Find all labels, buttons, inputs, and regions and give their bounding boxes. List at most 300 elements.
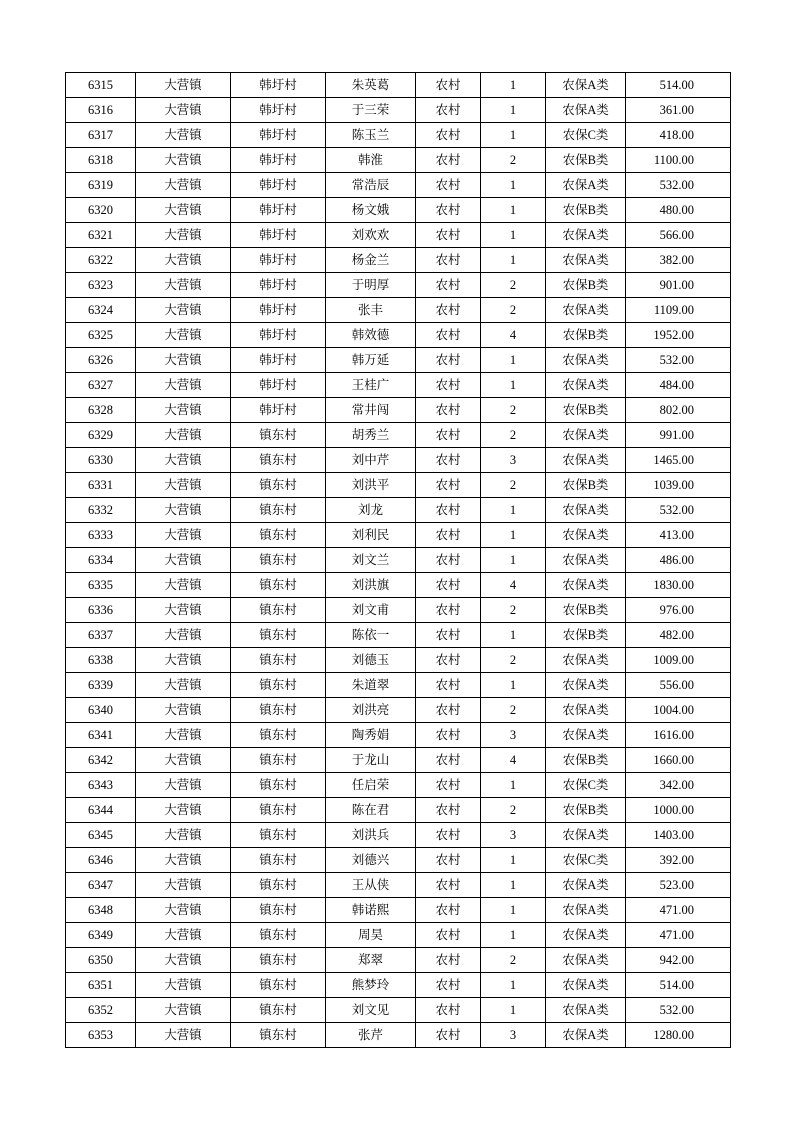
table-row [66,398,731,423]
table-row [66,723,731,748]
cell-name: 杨金兰 [326,248,416,273]
cell-count: 1 [481,348,546,373]
cell-category: 农保B类 [546,798,626,823]
cell-residence: 农村 [416,1023,481,1048]
cell-amount: 471.00 [626,898,731,923]
cell-seq: 6339 [66,673,136,698]
cell-town: 大营镇 [136,973,231,998]
cell-village: 镇东村 [231,998,326,1023]
cell-seq: 6345 [66,823,136,848]
cell-count: 4 [481,323,546,348]
cell-seq: 6320 [66,198,136,223]
cell-village: 镇东村 [231,1023,326,1048]
cell-village: 镇东村 [231,573,326,598]
cell-count: 1 [481,973,546,998]
cell-seq: 6319 [66,173,136,198]
cell-category: 农保A类 [546,248,626,273]
cell-name: 刘利民 [326,523,416,548]
cell-seq: 6346 [66,848,136,873]
table-row [66,523,731,548]
cell-residence: 农村 [416,123,481,148]
cell-name: 刘欢欢 [326,223,416,248]
cell-category: 农保B类 [546,398,626,423]
cell-town: 大营镇 [136,848,231,873]
cell-count: 1 [481,548,546,573]
cell-name: 刘洪旗 [326,573,416,598]
cell-category: 农保A类 [546,923,626,948]
cell-name: 周昊 [326,923,416,948]
cell-amount: 566.00 [626,223,731,248]
cell-village: 镇东村 [231,848,326,873]
cell-village: 韩圩村 [231,123,326,148]
cell-name: 陶秀娟 [326,723,416,748]
cell-seq: 6350 [66,948,136,973]
cell-village: 韩圩村 [231,98,326,123]
cell-category: 农保B类 [546,323,626,348]
cell-town: 大营镇 [136,423,231,448]
cell-seq: 6340 [66,698,136,723]
table-row [66,998,731,1023]
cell-count: 2 [481,648,546,673]
cell-name: 陈依一 [326,623,416,648]
cell-residence: 农村 [416,923,481,948]
cell-amount: 413.00 [626,523,731,548]
cell-residence: 农村 [416,548,481,573]
cell-name: 刘德玉 [326,648,416,673]
cell-amount: 1004.00 [626,698,731,723]
cell-town: 大营镇 [136,373,231,398]
cell-category: 农保C类 [546,123,626,148]
cell-name: 刘洪平 [326,473,416,498]
table-row [66,948,731,973]
cell-count: 1 [481,98,546,123]
cell-amount: 523.00 [626,873,731,898]
cell-residence: 农村 [416,998,481,1023]
table-row [66,198,731,223]
cell-amount: 486.00 [626,548,731,573]
table-row [66,248,731,273]
table-row [66,448,731,473]
table-row [66,148,731,173]
cell-seq: 6330 [66,448,136,473]
cell-count: 1 [481,998,546,1023]
cell-name: 于龙山 [326,748,416,773]
cell-amount: 1039.00 [626,473,731,498]
cell-residence: 农村 [416,273,481,298]
cell-category: 农保A类 [546,573,626,598]
cell-village: 镇东村 [231,748,326,773]
cell-village: 韩圩村 [231,223,326,248]
cell-category: 农保B类 [546,748,626,773]
table-row [66,673,731,698]
cell-town: 大营镇 [136,648,231,673]
cell-amount: 482.00 [626,623,731,648]
cell-residence: 农村 [416,248,481,273]
cell-town: 大营镇 [136,573,231,598]
cell-count: 1 [481,223,546,248]
cell-residence: 农村 [416,398,481,423]
cell-seq: 6322 [66,248,136,273]
cell-name: 刘文兰 [326,548,416,573]
cell-category: 农保A类 [546,548,626,573]
cell-residence: 农村 [416,623,481,648]
cell-category: 农保A类 [546,523,626,548]
cell-category: 农保A类 [546,98,626,123]
cell-category: 农保B类 [546,273,626,298]
cell-town: 大营镇 [136,323,231,348]
cell-seq: 6347 [66,873,136,898]
cell-amount: 901.00 [626,273,731,298]
cell-seq: 6317 [66,123,136,148]
cell-count: 1 [481,498,546,523]
cell-town: 大营镇 [136,498,231,523]
table-row [66,123,731,148]
cell-category: 农保B类 [546,148,626,173]
cell-village: 镇东村 [231,623,326,648]
cell-seq: 6315 [66,73,136,98]
cell-seq: 6334 [66,548,136,573]
cell-seq: 6331 [66,473,136,498]
cell-name: 胡秀兰 [326,423,416,448]
cell-count: 3 [481,723,546,748]
cell-town: 大营镇 [136,698,231,723]
cell-village: 镇东村 [231,723,326,748]
cell-category: 农保A类 [546,498,626,523]
cell-town: 大营镇 [136,248,231,273]
cell-village: 韩圩村 [231,398,326,423]
cell-count: 1 [481,248,546,273]
cell-count: 1 [481,623,546,648]
cell-seq: 6349 [66,923,136,948]
cell-count: 2 [481,598,546,623]
cell-name: 陈玉兰 [326,123,416,148]
cell-amount: 1000.00 [626,798,731,823]
cell-seq: 6321 [66,223,136,248]
cell-name: 郑翠 [326,948,416,973]
cell-town: 大营镇 [136,623,231,648]
cell-name: 常浩辰 [326,173,416,198]
cell-amount: 991.00 [626,423,731,448]
cell-residence: 农村 [416,73,481,98]
cell-village: 韩圩村 [231,373,326,398]
cell-residence: 农村 [416,748,481,773]
cell-seq: 6328 [66,398,136,423]
cell-seq: 6332 [66,498,136,523]
cell-amount: 1830.00 [626,573,731,598]
cell-town: 大营镇 [136,148,231,173]
cell-town: 大营镇 [136,198,231,223]
cell-residence: 农村 [416,473,481,498]
table-row [66,548,731,573]
table-row [66,273,731,298]
cell-seq: 6348 [66,898,136,923]
cell-village: 镇东村 [231,598,326,623]
cell-count: 2 [481,698,546,723]
cell-residence: 农村 [416,323,481,348]
table-row [66,698,731,723]
cell-town: 大营镇 [136,598,231,623]
cell-seq: 6327 [66,373,136,398]
cell-town: 大营镇 [136,473,231,498]
cell-category: 农保B类 [546,598,626,623]
cell-count: 1 [481,198,546,223]
cell-name: 任启荣 [326,773,416,798]
cell-category: 农保A类 [546,673,626,698]
cell-village: 韩圩村 [231,173,326,198]
cell-category: 农保A类 [546,873,626,898]
cell-residence: 农村 [416,98,481,123]
table-row [66,498,731,523]
cell-category: 农保B类 [546,198,626,223]
cell-amount: 802.00 [626,398,731,423]
cell-amount: 1660.00 [626,748,731,773]
table-row [66,923,731,948]
table-row [66,823,731,848]
cell-category: 农保A类 [546,648,626,673]
cell-village: 镇东村 [231,523,326,548]
table-row [66,648,731,673]
cell-residence: 农村 [416,448,481,473]
cell-amount: 471.00 [626,923,731,948]
cell-residence: 农村 [416,373,481,398]
cell-seq: 6337 [66,623,136,648]
cell-amount: 532.00 [626,173,731,198]
cell-seq: 6333 [66,523,136,548]
cell-village: 镇东村 [231,898,326,923]
cell-name: 韩淮 [326,148,416,173]
cell-village: 韩圩村 [231,73,326,98]
table-row [66,1023,731,1048]
cell-residence: 农村 [416,848,481,873]
cell-amount: 942.00 [626,948,731,973]
cell-name: 刘中芹 [326,448,416,473]
cell-seq: 6344 [66,798,136,823]
cell-town: 大营镇 [136,298,231,323]
cell-amount: 342.00 [626,773,731,798]
cell-count: 1 [481,373,546,398]
cell-seq: 6353 [66,1023,136,1048]
cell-town: 大营镇 [136,798,231,823]
cell-amount: 532.00 [626,348,731,373]
table-row [66,973,731,998]
cell-seq: 6323 [66,273,136,298]
cell-residence: 农村 [416,723,481,748]
cell-count: 2 [481,948,546,973]
cell-category: 农保C类 [546,773,626,798]
cell-amount: 361.00 [626,98,731,123]
cell-town: 大营镇 [136,948,231,973]
table-row [66,348,731,373]
cell-village: 镇东村 [231,948,326,973]
cell-count: 2 [481,798,546,823]
cell-name: 王从侠 [326,873,416,898]
cell-amount: 532.00 [626,498,731,523]
cell-village: 镇东村 [231,448,326,473]
cell-count: 4 [481,573,546,598]
table-row [66,298,731,323]
cell-count: 2 [481,398,546,423]
cell-category: 农保A类 [546,698,626,723]
table-row [66,73,731,98]
cell-name: 于三荣 [326,98,416,123]
cell-residence: 农村 [416,973,481,998]
cell-residence: 农村 [416,348,481,373]
cell-name: 刘德兴 [326,848,416,873]
cell-count: 2 [481,423,546,448]
cell-seq: 6352 [66,998,136,1023]
cell-amount: 1403.00 [626,823,731,848]
cell-residence: 农村 [416,523,481,548]
cell-seq: 6326 [66,348,136,373]
cell-residence: 农村 [416,498,481,523]
cell-amount: 556.00 [626,673,731,698]
cell-category: 农保A类 [546,223,626,248]
cell-amount: 1280.00 [626,1023,731,1048]
cell-category: 农保A类 [546,723,626,748]
cell-name: 刘洪兵 [326,823,416,848]
cell-village: 韩圩村 [231,323,326,348]
cell-amount: 1100.00 [626,148,731,173]
cell-residence: 农村 [416,423,481,448]
cell-amount: 1616.00 [626,723,731,748]
cell-name: 张丰 [326,298,416,323]
table-row [66,748,731,773]
cell-count: 1 [481,773,546,798]
cell-residence: 农村 [416,798,481,823]
cell-count: 1 [481,523,546,548]
cell-amount: 1465.00 [626,448,731,473]
cell-name: 张芹 [326,1023,416,1048]
cell-residence: 农村 [416,148,481,173]
cell-town: 大营镇 [136,1023,231,1048]
cell-village: 镇东村 [231,798,326,823]
cell-town: 大营镇 [136,448,231,473]
cell-name: 刘龙 [326,498,416,523]
cell-village: 镇东村 [231,548,326,573]
cell-name: 刘文见 [326,998,416,1023]
cell-amount: 1009.00 [626,648,731,673]
cell-name: 刘文甫 [326,598,416,623]
cell-amount: 480.00 [626,198,731,223]
cell-seq: 6342 [66,748,136,773]
cell-category: 农保A类 [546,823,626,848]
cell-amount: 382.00 [626,248,731,273]
cell-category: 农保A类 [546,998,626,1023]
cell-village: 韩圩村 [231,298,326,323]
cell-count: 1 [481,923,546,948]
cell-category: 农保C类 [546,848,626,873]
table-row [66,323,731,348]
cell-category: 农保B类 [546,473,626,498]
cell-village: 韩圩村 [231,198,326,223]
cell-residence: 农村 [416,223,481,248]
cell-count: 1 [481,898,546,923]
cell-residence: 农村 [416,198,481,223]
cell-name: 刘洪亮 [326,698,416,723]
cell-residence: 农村 [416,698,481,723]
cell-village: 韩圩村 [231,348,326,373]
cell-category: 农保A类 [546,1023,626,1048]
cell-town: 大营镇 [136,73,231,98]
cell-village: 韩圩村 [231,148,326,173]
cell-seq: 6341 [66,723,136,748]
cell-seq: 6325 [66,323,136,348]
cell-name: 韩诺熙 [326,898,416,923]
cell-name: 朱英葛 [326,73,416,98]
cell-count: 2 [481,273,546,298]
cell-count: 4 [481,748,546,773]
cell-village: 镇东村 [231,698,326,723]
cell-category: 农保A类 [546,448,626,473]
cell-name: 杨文娥 [326,198,416,223]
cell-residence: 农村 [416,898,481,923]
table-body [66,73,731,1048]
cell-town: 大营镇 [136,348,231,373]
cell-count: 1 [481,873,546,898]
cell-town: 大营镇 [136,723,231,748]
cell-amount: 514.00 [626,973,731,998]
cell-residence: 农村 [416,873,481,898]
cell-seq: 6335 [66,573,136,598]
cell-residence: 农村 [416,598,481,623]
cell-town: 大营镇 [136,898,231,923]
cell-seq: 6336 [66,598,136,623]
benefits-table [65,72,731,1048]
cell-town: 大营镇 [136,273,231,298]
cell-name: 于明厚 [326,273,416,298]
cell-village: 镇东村 [231,498,326,523]
cell-amount: 976.00 [626,598,731,623]
cell-amount: 514.00 [626,73,731,98]
cell-category: 农保A类 [546,973,626,998]
cell-name: 常井闯 [326,398,416,423]
table-row [66,223,731,248]
cell-count: 3 [481,1023,546,1048]
cell-seq: 6324 [66,298,136,323]
cell-seq: 6329 [66,423,136,448]
cell-residence: 农村 [416,298,481,323]
cell-town: 大营镇 [136,173,231,198]
cell-town: 大营镇 [136,523,231,548]
cell-village: 镇东村 [231,648,326,673]
cell-village: 镇东村 [231,823,326,848]
table-row [66,773,731,798]
table-row [66,898,731,923]
table-row [66,373,731,398]
cell-town: 大营镇 [136,123,231,148]
table-row [66,598,731,623]
cell-seq: 6318 [66,148,136,173]
cell-category: 农保B类 [546,623,626,648]
cell-town: 大营镇 [136,98,231,123]
cell-category: 农保A类 [546,73,626,98]
cell-name: 王桂广 [326,373,416,398]
cell-village: 镇东村 [231,773,326,798]
cell-seq: 6351 [66,973,136,998]
cell-count: 1 [481,123,546,148]
cell-category: 农保A类 [546,898,626,923]
cell-town: 大营镇 [136,823,231,848]
cell-town: 大营镇 [136,673,231,698]
cell-village: 镇东村 [231,673,326,698]
cell-residence: 农村 [416,773,481,798]
cell-name: 韩效德 [326,323,416,348]
table-row [66,623,731,648]
cell-town: 大营镇 [136,548,231,573]
cell-village: 镇东村 [231,473,326,498]
cell-category: 农保A类 [546,948,626,973]
cell-town: 大营镇 [136,223,231,248]
